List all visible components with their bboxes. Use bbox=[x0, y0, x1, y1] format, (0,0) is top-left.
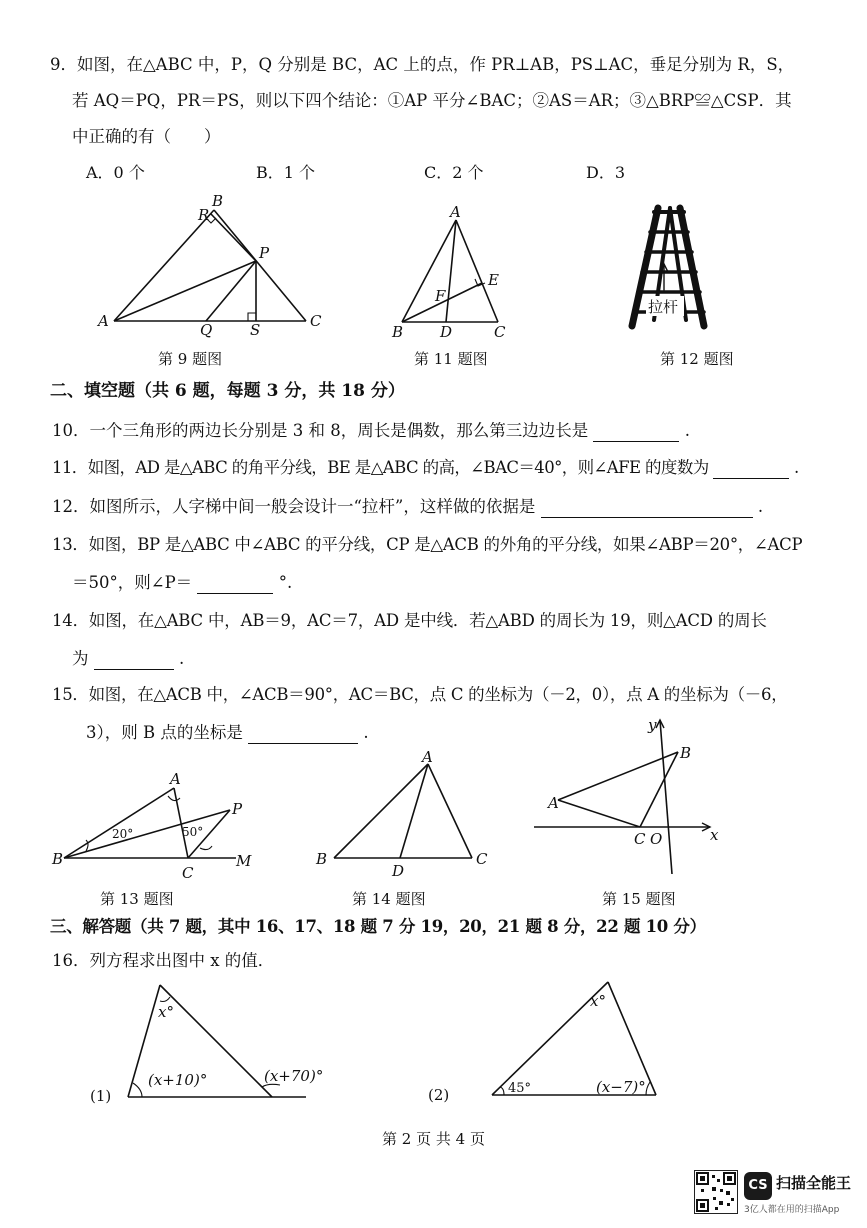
figure-13 bbox=[50, 768, 270, 883]
q13-line2-pre: ＝50°，则∠P＝ bbox=[72, 573, 193, 592]
q16-fig1-ext-angle: (x+70)° bbox=[264, 1067, 324, 1085]
fig11-label-a: A bbox=[450, 203, 461, 221]
q9-line1: 9．如图，在△ABC 中，P，Q 分别是 BC，AC 上的点，作 PR⊥AB，PS⊥AC，垂足分别为 R，S， bbox=[50, 55, 795, 74]
q11-text: 11．如图，AD 是△ABC 的角平分线，BE 是△ABC 的高，∠BAC＝40°，则∠AFE 的度数为 bbox=[52, 458, 709, 477]
figure-11 bbox=[390, 205, 520, 340]
q15-line2-pre: 3），则 B 点的坐标是 bbox=[86, 723, 243, 742]
fig14-label-a: A bbox=[422, 748, 433, 766]
fig11-label-e: E bbox=[488, 271, 499, 289]
q13-line2 bbox=[72, 572, 292, 594]
q11-end: . bbox=[793, 458, 799, 477]
figure-14 bbox=[312, 748, 492, 882]
q10-answer-blank[interactable] bbox=[593, 426, 679, 442]
fig9-label-q: Q bbox=[200, 321, 213, 339]
fig13-label-c: C bbox=[182, 864, 194, 882]
page-footer: 第 2 页 共 4 页 bbox=[382, 1130, 485, 1148]
q11-answer-blank[interactable] bbox=[713, 463, 789, 479]
fig14-caption: 第 14 题图 bbox=[352, 890, 426, 908]
q14-line2-end: . bbox=[179, 649, 185, 668]
fig15-label-y: y bbox=[648, 716, 657, 734]
q10-end: . bbox=[684, 421, 690, 440]
fig12-caption: 第 12 题图 bbox=[660, 350, 734, 368]
fig14-label-d: D bbox=[392, 862, 405, 880]
camscanner-name: 扫描全能王 bbox=[776, 1174, 852, 1192]
q13-answer-blank[interactable] bbox=[197, 578, 273, 594]
q14-answer-blank[interactable] bbox=[94, 654, 174, 670]
q9-option-d: D．3 bbox=[586, 163, 626, 182]
figure-15 bbox=[530, 712, 730, 882]
section3-title: 三、解答题（共 7 题，其中 16、17、18 题 7 分 19，20，21 题 8 分，22 题 10 分） bbox=[50, 917, 706, 936]
q14-line2 bbox=[72, 648, 184, 670]
fig15-label-o: O bbox=[650, 830, 663, 848]
fig15-caption: 第 15 题图 bbox=[602, 890, 676, 908]
q15-answer-blank[interactable] bbox=[248, 728, 358, 744]
fig13-label-p: P bbox=[232, 800, 243, 818]
q9-option-c: C．2 个 bbox=[424, 163, 484, 182]
section2-title: 二、填空题（共 6 题，每题 3 分，共 18 分） bbox=[50, 381, 405, 401]
q12-answer-blank[interactable] bbox=[541, 502, 753, 518]
fig14-label-b: B bbox=[316, 850, 328, 868]
q16-fig2-right-angle: (x−7)° bbox=[596, 1078, 646, 1096]
q9-option-b: B．1 个 bbox=[256, 163, 316, 182]
fig13-angle-20: 20° bbox=[112, 827, 134, 841]
qr-code-icon bbox=[694, 1170, 738, 1214]
fig13-label-a: A bbox=[170, 770, 181, 788]
q15-line2 bbox=[86, 722, 369, 744]
q9-line3: 中正确的有（ ） bbox=[72, 127, 221, 146]
fig9-caption: 第 9 题图 bbox=[158, 350, 223, 368]
fig15-label-c: C bbox=[634, 830, 646, 848]
q16-figure-2 bbox=[424, 970, 674, 1105]
q14-line1: 14．如图，在△ABC 中，AB＝9，AC＝7，AD 是中线．若△ABD 的周长为 19，则△ACD 的周长 bbox=[52, 611, 767, 630]
fig11-label-d: D bbox=[440, 323, 453, 341]
q16-fig1-left-angle: (x+10)° bbox=[148, 1071, 208, 1089]
fig15-label-a: A bbox=[548, 794, 559, 812]
fig13-label-m: M bbox=[236, 852, 252, 870]
q9-option-a: A．0 个 bbox=[86, 163, 145, 182]
q16-fig2-label: (2) bbox=[428, 1086, 450, 1104]
figure-12-ladder bbox=[620, 200, 720, 330]
fig11-label-b: B bbox=[392, 323, 404, 341]
q16-fig2-top-angle: x° bbox=[590, 992, 606, 1010]
q11 bbox=[52, 457, 799, 479]
fig11-label-f: F bbox=[435, 287, 446, 305]
fig15-label-b: B bbox=[680, 744, 692, 762]
fig9-label-s: S bbox=[250, 321, 261, 339]
fig13-angle-50: 50° bbox=[182, 825, 204, 839]
fig13-label-b: B bbox=[52, 850, 64, 868]
q16-fig1-top-angle: x° bbox=[158, 1003, 174, 1021]
q16-figure-1 bbox=[86, 975, 336, 1110]
fig13-caption: 第 13 题图 bbox=[100, 890, 174, 908]
q10 bbox=[52, 420, 690, 442]
q10-text: 10．一个三角形的两边长分别是 3 和 8，周长是偶数，那么第三边边长是 bbox=[52, 421, 589, 440]
camscanner-subtitle: 3亿人都在用的扫描App bbox=[744, 1205, 840, 1215]
fig15-label-x: x bbox=[710, 826, 719, 844]
q13-line2-end: °. bbox=[278, 573, 293, 592]
fig11-caption: 第 11 题图 bbox=[414, 350, 488, 368]
fig11-label-c: C bbox=[494, 323, 506, 341]
q13-line1: 13．如图，BP 是△ABC 中∠ABC 的平分线，CP 是△ACB 的外角的平分线，如果∠ABP＝20°，∠ACP bbox=[52, 535, 803, 554]
fig9-label-r: R bbox=[198, 206, 210, 224]
camscanner-logo-icon: CS bbox=[744, 1172, 772, 1200]
figure-9 bbox=[90, 190, 330, 339]
fig12-label-pull-rod: 拉杆 bbox=[648, 298, 679, 316]
fig9-label-p: P bbox=[259, 244, 270, 262]
q15-line2-end: . bbox=[363, 723, 369, 742]
q16-fig2-left-angle: 45° bbox=[508, 1081, 532, 1096]
q16-fig1-label: (1) bbox=[90, 1087, 112, 1105]
q12-end: . bbox=[757, 497, 764, 516]
fig9-label-b: B bbox=[212, 192, 224, 210]
q15-line1: 15．如图，在△ACB 中，∠ACB＝90°，AC＝BC，点 C 的坐标为（－2，0），点 A 的坐标为（－6， bbox=[52, 685, 788, 704]
q16-text: 16．列方程求出图中 x 的值． bbox=[52, 951, 275, 970]
q12-text: 12．如图所示，人字梯中间一般会设计一“拉杆”，这样做的依据是 bbox=[52, 497, 536, 516]
fig9-label-a: A bbox=[98, 312, 109, 330]
fig14-label-c: C bbox=[476, 850, 488, 868]
q9-line2: 若 AQ＝PQ，PR＝PS，则以下四个结论：①AP 平分∠BAC；②AS＝AR；③△BRP≌△CSP．其 bbox=[72, 91, 792, 110]
q14-line2-pre: 为 bbox=[72, 649, 89, 668]
q12 bbox=[52, 496, 763, 518]
fig9-label-c: C bbox=[310, 312, 322, 330]
